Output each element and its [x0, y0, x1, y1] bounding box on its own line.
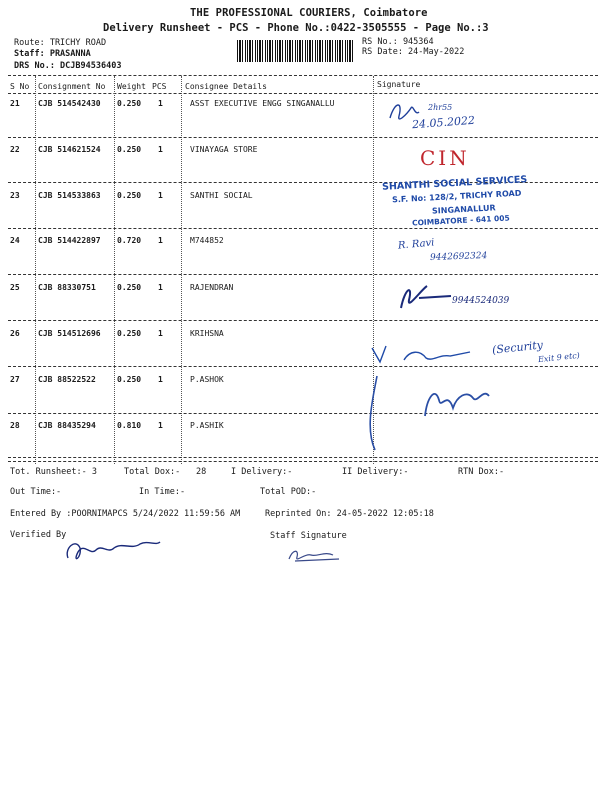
rtn-dox: RTN Dox:- [458, 467, 505, 477]
row-consignee: ASST EXECUTIVE ENGG SINGANALLU [190, 99, 335, 108]
staff-signature [285, 543, 345, 567]
row-consignee: VINAYAGA STORE [190, 145, 258, 154]
row-weight: 0.720 [117, 236, 142, 245]
column-divider [114, 76, 115, 464]
signature-row26-note2: Exit 9 etc) [537, 350, 581, 365]
signature-row24-phone: 9442692324 [429, 251, 488, 263]
barcode [237, 40, 355, 62]
row-consignment: CJB 88522522 [38, 375, 96, 384]
company-title: THE PROFESSIONAL COURIERS, Coimbatore [190, 7, 428, 19]
rs-date: RS Date: 24-May-2022 [362, 47, 465, 57]
signature-row25 [395, 278, 455, 316]
column-divider [181, 76, 182, 464]
row-consignee: M744852 [190, 236, 224, 245]
divider [8, 413, 598, 414]
total-dox-label: Total Dox:- [124, 467, 181, 477]
route-label: Route: TRICHY ROAD [14, 38, 107, 48]
row-pcs: 1 [158, 421, 163, 430]
total-pod: Total POD:- [260, 487, 317, 497]
stamp-line4: COIMBATORE - 641 005 [411, 213, 510, 228]
row-weight: 0.250 [117, 99, 142, 108]
row-consignment: CJB 514533863 [38, 191, 101, 200]
row-pcs: 1 [158, 145, 163, 154]
row-sno: 22 [10, 145, 20, 154]
row-weight: 0.250 [117, 191, 142, 200]
signature-row22: CIN [420, 146, 470, 170]
row-consignee: SANTHI SOCIAL [190, 191, 253, 200]
staff-signature-label: Staff Signature [270, 531, 347, 541]
row-weight: 0.250 [117, 375, 142, 384]
staff-label: Staff: PRASANNA [14, 49, 91, 59]
row-sno: 27 [10, 375, 20, 384]
out-time: Out Time:- [10, 487, 62, 497]
col-weight: Weight [117, 82, 146, 91]
row-consignee: P.ASHIK [190, 421, 224, 430]
divider [8, 320, 598, 321]
divider [8, 228, 598, 229]
row-pcs: 1 [158, 283, 163, 292]
row-consignment: CJB 514621524 [38, 145, 101, 154]
col-pcs: PCS [152, 82, 167, 91]
row-consignee: RAJENDRAN [190, 283, 234, 292]
col-consignment: Consignment No [38, 82, 106, 91]
signature-row25-phone: 9944524039 [452, 296, 510, 306]
signature-row27 [355, 368, 505, 458]
stamp-line3: SINGANALLUR [431, 203, 496, 216]
entered-by: Entered By :POORNIMAPCS 5/24/2022 11:59:56 AM [10, 509, 241, 519]
divider [8, 457, 598, 458]
row-weight: 0.810 [117, 421, 142, 430]
row-consignment: CJB 514512696 [38, 329, 101, 338]
signature-row24-name: R. Ravi [397, 237, 435, 252]
stamp-line1: SHANTHI SOCIAL SERVICES [381, 174, 528, 193]
runsheet-subtitle: Delivery Runsheet - PCS - Phone No.:0422-3505555 - Page No.:3 [103, 22, 489, 34]
reprinted-on: Reprinted On: 24-05-2022 12:05:18 [265, 509, 434, 519]
divider [8, 461, 598, 462]
row-weight: 0.250 [117, 145, 142, 154]
drs-number: DRS No.: DCJB94536403 [14, 61, 122, 71]
col-sno: S No [10, 82, 30, 91]
divider [8, 137, 598, 138]
signature-date: 24.05.2022 [411, 113, 476, 132]
divider [8, 274, 598, 275]
in-time: In Time:- [139, 487, 186, 497]
divider [8, 93, 598, 94]
row-sno: 28 [10, 421, 20, 430]
signature-row26-note: (Security [491, 338, 544, 357]
row-consignment: CJB 514542430 [38, 99, 101, 108]
i-delivery: I Delivery:- [231, 467, 293, 477]
row-sno: 25 [10, 283, 20, 292]
col-signature: Signature [377, 80, 421, 89]
tot-runsheet: Tot. Runsheet:- 3 [10, 467, 97, 477]
rs-number: RS No.: 945364 [362, 37, 434, 47]
row-sno: 21 [10, 99, 20, 108]
verified-signature [60, 530, 170, 570]
ii-delivery: II Delivery:- [342, 467, 409, 477]
row-pcs: 1 [158, 191, 163, 200]
stamp-line2: S.F. No: 128/2, TRICHY ROAD [391, 188, 522, 205]
row-consignee: KRIHSNA [190, 329, 224, 338]
row-weight: 0.250 [117, 329, 142, 338]
row-pcs: 1 [158, 375, 163, 384]
verified-by: Verified By [10, 530, 67, 540]
row-sno: 26 [10, 329, 20, 338]
col-consignee: Consignee Details [185, 82, 267, 91]
signature-time: 2hr55 [428, 103, 453, 112]
row-sno: 24 [10, 236, 20, 245]
divider [8, 75, 598, 76]
row-pcs: 1 [158, 99, 163, 108]
row-consignment: CJB 88435294 [38, 421, 96, 430]
row-weight: 0.250 [117, 283, 142, 292]
row-pcs: 1 [158, 236, 163, 245]
total-dox-value: 28 [196, 467, 207, 477]
row-sno: 23 [10, 191, 20, 200]
row-consignment: CJB 88330751 [38, 283, 96, 292]
column-divider [35, 76, 36, 464]
divider [8, 366, 598, 367]
row-consignment: CJB 514422897 [38, 236, 101, 245]
row-consignee: P.ASHOK [190, 375, 224, 384]
row-pcs: 1 [158, 329, 163, 338]
